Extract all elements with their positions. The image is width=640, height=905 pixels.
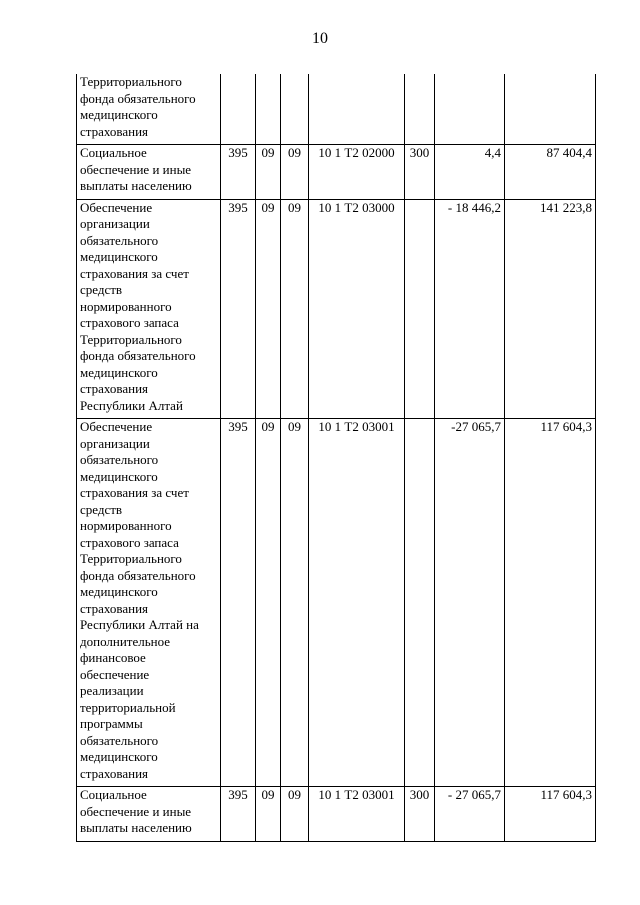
budget-table bbox=[76, 74, 596, 842]
target-article-cell: 10 1 Т2 03000 bbox=[309, 199, 405, 419]
expense-type-cell: 300 bbox=[405, 787, 435, 842]
expense-type-cell bbox=[405, 74, 435, 145]
change-amount-cell: - 18 446,2 bbox=[435, 199, 505, 419]
ministry-code-cell bbox=[221, 74, 256, 145]
section-code-cell: 09 bbox=[256, 145, 281, 200]
target-article-cell bbox=[309, 74, 405, 145]
target-article-cell: 10 1 Т2 02000 bbox=[309, 145, 405, 200]
section-code-cell: 09 bbox=[256, 787, 281, 842]
ministry-code-cell: 395 bbox=[221, 419, 256, 787]
row-name-cell: Обеспечение организации обязательного медицинского страхования за счет средств нормированного страхового запаса Территориального фонда обязательного медицинского страхования Республики Алтай на дополнительное финансовое обеспечение реализации территориальной программы обязательного медицинского страхования bbox=[77, 419, 221, 787]
subsection-code-cell: 09 bbox=[281, 787, 309, 842]
target-article-cell: 10 1 Т2 03001 bbox=[309, 419, 405, 787]
row-name-cell: Территориального фонда обязательного медицинского страхования bbox=[77, 74, 221, 145]
section-code-cell bbox=[256, 74, 281, 145]
change-amount-cell: -27 065,7 bbox=[435, 419, 505, 787]
section-code-cell: 09 bbox=[256, 419, 281, 787]
ministry-code-cell: 395 bbox=[221, 787, 256, 842]
ministry-code-cell: 395 bbox=[221, 145, 256, 200]
subsection-code-cell: 09 bbox=[281, 419, 309, 787]
subsection-code-cell bbox=[281, 74, 309, 145]
expense-type-cell bbox=[405, 199, 435, 419]
change-amount-cell: 4,4 bbox=[435, 145, 505, 200]
table-row bbox=[77, 787, 596, 842]
table-row bbox=[77, 199, 596, 419]
row-name-cell: Обеспечение организации обязательного медицинского страхования за счет средств нормированного страхового запаса Территориального фонда обязательного медицинского страхования Республики Алтай bbox=[77, 199, 221, 419]
table-row bbox=[77, 74, 596, 145]
expense-type-cell: 300 bbox=[405, 145, 435, 200]
expense-type-cell bbox=[405, 419, 435, 787]
subsection-code-cell: 09 bbox=[281, 199, 309, 419]
total-amount-cell: 117 604,3 bbox=[505, 787, 596, 842]
page-number: 10 bbox=[312, 30, 328, 47]
total-amount-cell: 117 604,3 bbox=[505, 419, 596, 787]
row-name-cell: Социальное обеспечение и иные выплаты населению bbox=[77, 787, 221, 842]
row-name-cell: Социальное обеспечение и иные выплаты населению bbox=[77, 145, 221, 200]
total-amount-cell: 141 223,8 bbox=[505, 199, 596, 419]
change-amount-cell bbox=[435, 74, 505, 145]
subsection-code-cell: 09 bbox=[281, 145, 309, 200]
section-code-cell: 09 bbox=[256, 199, 281, 419]
change-amount-cell: - 27 065,7 bbox=[435, 787, 505, 842]
table-row bbox=[77, 419, 596, 787]
target-article-cell: 10 1 Т2 03001 bbox=[309, 787, 405, 842]
total-amount-cell: 87 404,4 bbox=[505, 145, 596, 200]
ministry-code-cell: 395 bbox=[221, 199, 256, 419]
table-row bbox=[77, 145, 596, 200]
total-amount-cell bbox=[505, 74, 596, 145]
